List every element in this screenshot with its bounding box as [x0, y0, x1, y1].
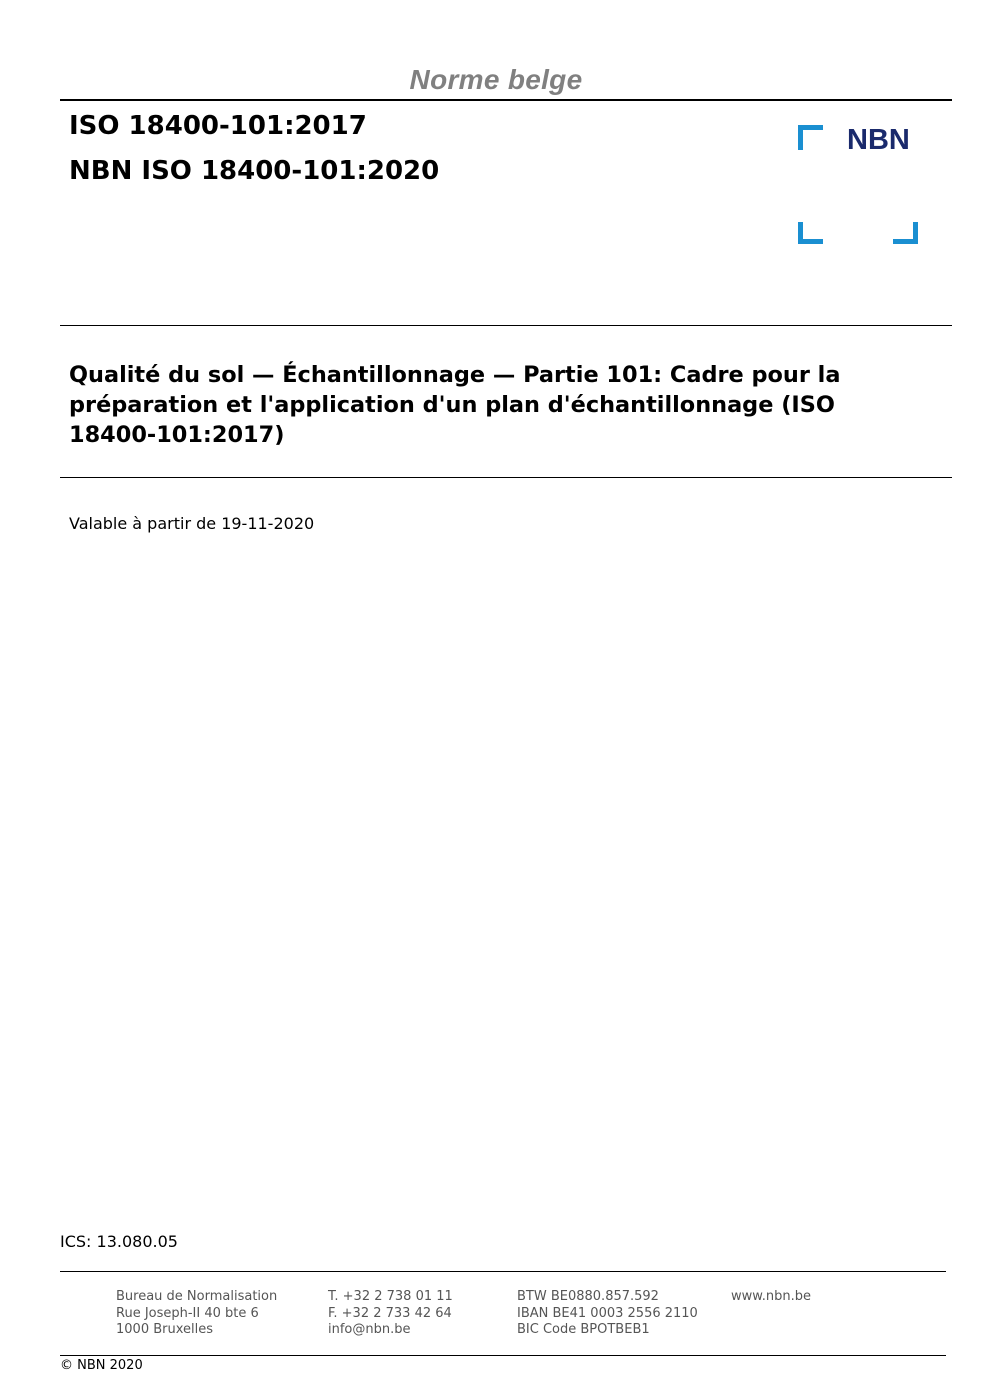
email-link[interactable]: info@nbn.be	[328, 1322, 411, 1337]
phone-number: T. +32 2 738 01 11	[328, 1289, 453, 1304]
footer-bottom-divider	[60, 1355, 946, 1356]
title-top-divider	[60, 325, 952, 326]
address-line: 1000 Bruxelles	[116, 1322, 214, 1337]
footer-address	[116, 1289, 277, 1339]
iban-number: IBAN BE41 0003 2556 2110	[517, 1305, 698, 1321]
title-line-2: préparation et l'application d'un plan d'échantillonnage (ISO	[69, 392, 835, 418]
iso-standard-id: ISO 18400-101:2017	[69, 111, 367, 141]
address-line: Bureau de Normalisation	[116, 1289, 278, 1304]
document-type-label: Norme belge	[409, 64, 583, 95]
copyright-notice: © NBN 2020	[60, 1358, 143, 1373]
title-line-1: Qualité du sol — Échantillonnage — Partie 101: Cadre pour la	[69, 362, 841, 388]
logo-text: NBN	[847, 124, 910, 156]
logo-bracket-top-left	[798, 125, 823, 150]
title-line-3: 18400-101:2017)	[69, 422, 285, 448]
website-link[interactable]: www.nbn.be	[731, 1289, 811, 1304]
vat-number: BTW BE0880.857.592	[517, 1289, 659, 1304]
validity-date: Valable à partir de 19-11-2020	[69, 514, 315, 533]
bic-code: BIC Code BPOTBEB1	[517, 1322, 650, 1337]
footer-top-divider	[60, 1271, 946, 1272]
footer-bank	[517, 1289, 698, 1339]
fax-number: F. +32 2 733 42 64	[328, 1305, 452, 1321]
header-divider	[60, 99, 952, 101]
nbn-standard-id: NBN ISO 18400-101:2020	[69, 156, 440, 186]
ics-code: ICS: 13.080.05	[60, 1232, 178, 1251]
address-line: Rue Joseph-II 40 bte 6	[116, 1305, 259, 1321]
title-bottom-divider	[60, 477, 952, 478]
footer-website	[731, 1289, 811, 1306]
footer-contact	[328, 1289, 453, 1339]
nbn-logo	[797, 124, 921, 248]
document-title	[69, 360, 889, 450]
logo-bracket-bottom-right	[893, 222, 918, 244]
logo-bracket-bottom-left	[798, 222, 823, 244]
